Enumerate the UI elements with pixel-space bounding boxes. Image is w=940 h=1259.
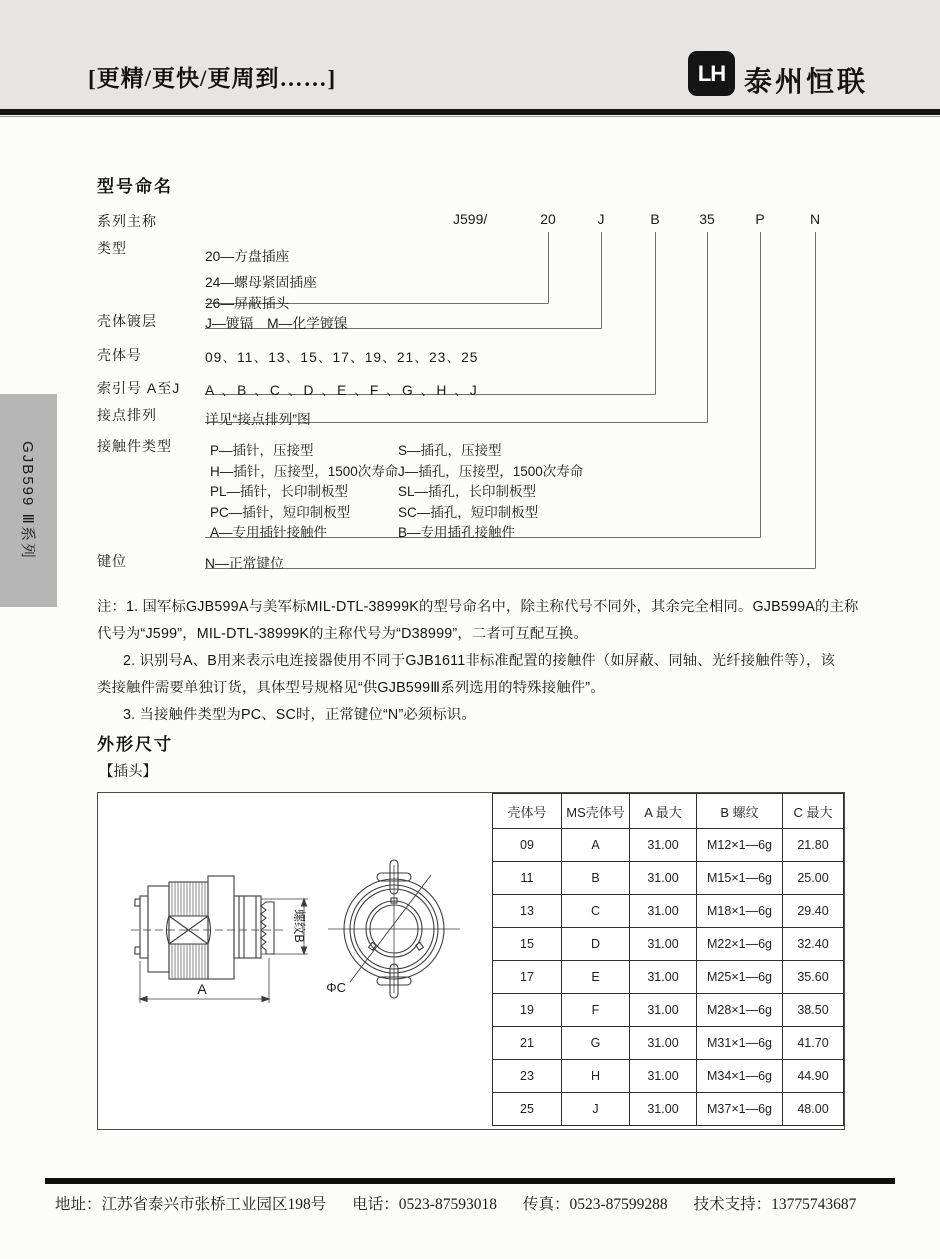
plug-subtitle: 【插头】 [99,764,157,780]
model-naming-title: 型号命名 [97,177,173,196]
table-row [493,928,844,961]
brand-name: 泰州恒联 [744,66,869,97]
note-line: 类接触件需要单独订货，具体型号规格见“供GJB599Ⅲ系列选用的特殊接触件”。 [97,680,605,696]
table-cell: 31.00 [630,928,697,961]
table-cell: 09 [493,829,562,862]
table-row [493,829,844,862]
table-cell: J [562,1093,630,1126]
label-plating: 壳体镀层 [97,313,157,329]
header-divider [0,109,940,115]
options-insert-arrangement: 详见“接点排列”图 [205,412,311,427]
company-logo-icon [688,51,735,96]
naming-code-part: 35 [699,211,715,227]
header-divider-thin [0,116,940,117]
contact-type-option: P—插针，压接型 [210,443,314,458]
contact-type-option: PL—插针，长印制板型 [210,484,349,499]
table-cell: M31×1—6g [697,1027,783,1060]
table-cell: 23 [493,1060,562,1093]
naming-code-part: N [809,211,821,227]
options-shell-size: 09、11、13、15、17、19、21、23、25 [205,350,479,365]
contact-type-option: SC—插孔，短印制板型 [398,504,539,520]
table-cell: M15×1—6g [697,862,783,895]
note-line: 2. 识别号A、B用来表示电连接器使用不同于GJB1611非标准配置的接触件（如屏蔽、同轴、光纤接触件等），该 [123,653,836,669]
table-cell: 11 [493,862,562,895]
naming-code-part: J599/ [453,211,488,227]
table-cell: 21.80 [783,829,844,862]
table-cell: 29.40 [783,895,844,928]
outline-title: 外形尺寸 [97,735,173,754]
dimension-table-header-row [493,794,844,829]
type-option: 20—方盘插座 [205,249,290,264]
table-cell: M37×1—6g [697,1093,783,1126]
contact-type-option: B—专用插孔接触件 [398,525,516,540]
table-cell: 44.90 [783,1060,844,1093]
table-cell: D [562,928,630,961]
table-cell: 25.00 [783,862,844,895]
header-slogan: [更精/更快/更周到……] [88,66,337,91]
table-cell: 48.00 [783,1093,844,1126]
table-cell: E [562,961,630,994]
footer-address: 地址：江苏省泰兴市张桥工业园区198号 [55,1196,327,1213]
table-cell: 41.70 [783,1027,844,1060]
label-shell-size: 壳体号 [97,347,142,363]
table-row [493,895,844,928]
table-cell: 31.00 [630,994,697,1027]
table-cell: 13 [493,895,562,928]
table-cell: 38.50 [783,994,844,1027]
footer-divider [45,1178,895,1184]
contact-type-option: J—插孔，压接型，1500次寿命 [398,463,584,479]
naming-code-part: J [597,211,605,227]
naming-code-part: B [650,211,660,227]
contact-type-option: PC—插针，短印制板型 [210,504,351,520]
dimension-table-header: 壳体号 [493,794,562,829]
dimension-table-header: B 螺纹 [697,794,783,829]
logo-monogram: LH [697,60,726,86]
table-cell: 25 [493,1093,562,1126]
label-series: 系列主称 [97,213,157,229]
series-side-tab [0,394,57,607]
contact-type-option: A—专用插针接触件 [210,525,328,540]
label-keying: 键位 [97,553,127,569]
label-contact-type: 接触件类型 [97,438,172,454]
dimension-table-header: A 最大 [630,794,697,829]
table-cell: 31.00 [630,862,697,895]
table-row [493,862,844,895]
table-cell: 15 [493,928,562,961]
type-option: 26—屏蔽插头 [205,296,290,311]
table-cell: 31.00 [630,1060,697,1093]
table-cell: F [562,994,630,1027]
naming-code-part: 20 [540,211,556,227]
label-insert-arrangement: 接点排列 [97,407,157,423]
table-cell: 31.00 [630,1027,697,1060]
contact-type-option: SL—插孔，长印制板型 [398,484,537,499]
series-side-tab-label: GJB599 Ⅲ系列 [19,441,36,560]
contact-type-option: H—插针，压接型，1500次寿命 [210,463,399,479]
type-option: 24—螺母紧固插座 [205,275,317,290]
table-cell: M28×1—6g [697,994,783,1027]
footer-fax: 传真：0523-87599288 [522,1196,668,1213]
table-cell: 21 [493,1027,562,1060]
footer-support: 技术支持：13775743687 [693,1196,857,1213]
footer-contact-row [55,1192,856,1214]
table-cell: M22×1—6g [697,928,783,961]
dimension-table [492,793,844,1126]
options-keying: N—正常键位 [205,556,284,571]
table-cell: M34×1—6g [697,1060,783,1093]
table-cell: 31.00 [630,961,697,994]
dim-a-label: A [197,981,207,997]
table-cell: 32.40 [783,928,844,961]
table-cell: M18×1—6g [697,895,783,928]
table-cell: C [562,895,630,928]
connector-technical-drawing [98,793,498,1126]
table-cell: M25×1—6g [697,961,783,994]
table-cell: 17 [493,961,562,994]
table-cell: G [562,1027,630,1060]
label-index-no: 索引号 A至J [97,380,181,396]
note-line: 注：1. 国军标GJB599A与美军标MIL-DTL-38999K的型号命名中，除主称代号不同外，其余完全相同。GJB599A的主称 [97,599,859,615]
dimension-table-header: MS壳体号 [562,794,630,829]
dim-c-label: ΦC [326,980,346,995]
options-plating: J—镀镉 M—化学镀镍 [205,316,348,331]
note-line: 3. 当接触件类型为PC、SC时，正常键位“N”必须标识。 [123,707,476,723]
table-row [493,994,844,1027]
table-cell: 31.00 [630,1093,697,1126]
options-index-no: A 、B 、C 、D 、E 、F 、G 、H 、J [205,383,479,398]
contact-type-option: S—插孔，压接型 [398,443,502,458]
table-cell: 19 [493,994,562,1027]
table-cell: A [562,829,630,862]
table-row [493,1093,844,1126]
table-cell: M12×1—6g [697,829,783,862]
table-cell: 31.00 [630,829,697,862]
table-cell: 35.60 [783,961,844,994]
dimension-table-header: C 最大 [783,794,844,829]
footer-phone: 电话：0523-87593018 [352,1196,497,1213]
label-type: 类型 [97,240,127,256]
dim-b-label: 螺纹B [292,909,306,943]
outline-drawing-box [97,792,845,1130]
naming-code-part: P [755,211,765,227]
table-row [493,961,844,994]
table-row [493,1060,844,1093]
header-band [0,0,940,109]
note-line: 代号为“J599”，MIL-DTL-38999K的主称代号为“D38999”，二者可互配互换。 [97,626,588,642]
table-cell: 31.00 [630,895,697,928]
table-cell: H [562,1060,630,1093]
table-cell: B [562,862,630,895]
table-row [493,1027,844,1060]
